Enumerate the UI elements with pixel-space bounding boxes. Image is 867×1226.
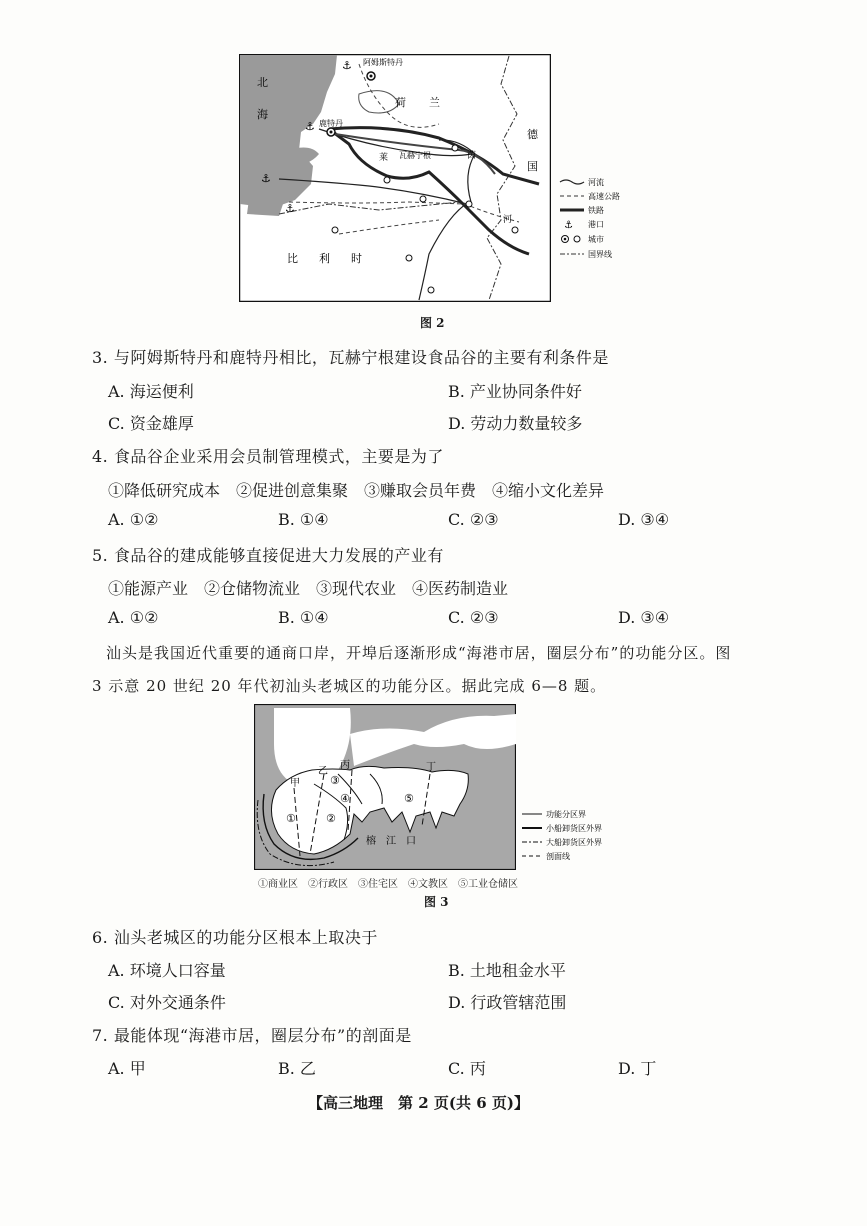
q4-option-c[interactable]: C. ②③ [448,510,499,529]
city-marker [384,177,390,183]
label-yin: 茵 [467,151,477,161]
city-marker [428,287,434,293]
q3-option-a[interactable]: A. 海运便利 [108,382,194,401]
legend-border-label: 国界线 [588,250,612,259]
q5-option-c[interactable]: C. ②③ [448,608,499,627]
label-amsterdam: 阿姆斯特丹 [363,58,403,67]
q3-option-b[interactable]: B. 产业协同条件好 [448,382,582,401]
svg-text:国: 国 [527,160,538,173]
city-marker [420,196,426,202]
svg-text:海: 海 [257,108,268,121]
page-footer: 【高三地理 第 2 页(共 6 页)】 [308,1094,529,1112]
figure-3-map [254,704,516,870]
question-4-stem: 4. 食品谷企业采用会员制管理模式，主要是为了 [92,447,444,466]
city-marker [512,227,518,233]
legend-port-label: 港口 [588,220,604,229]
label-he: 河 [503,215,513,225]
label-river-mouth: 榕 江 口 [366,836,416,847]
q5-option-d[interactable]: D. ③④ [618,608,670,627]
legend-small-boat-label: 小船卸货区外界 [546,824,602,833]
question-6-stem: 6. 汕头老城区的功能分区根本上取决于 [92,928,378,947]
svg-text:兰: 兰 [429,96,440,109]
q3-option-d[interactable]: D. 劳动力数量较多 [448,414,583,433]
figure-2-legend [558,176,638,266]
label-wageningen: 瓦赫宁根 [399,151,431,160]
svg-text:利: 利 [319,252,330,265]
figure-2-map [239,54,551,302]
city-marker [466,201,472,207]
q6-option-a[interactable]: A. 环境人口容量 [108,961,226,980]
q4-option-b[interactable]: B. ①④ [278,510,329,529]
label-ding: 丁 [426,762,436,773]
label-netherlands: 荷 [395,96,406,109]
map-netherlands [239,54,551,302]
question-4-items: ①降低研究成本 ②促进创意集聚 ③赚取会员年费 ④缩小文化差异 [108,481,605,500]
map-shantou [254,704,516,870]
label-yi: 乙 [318,766,328,777]
question-3-stem: 3. 与阿姆斯特丹和鹿特丹相比，瓦赫宁根建设食品谷的主要有利条件是 [92,348,609,367]
legend-zone-boundary-label: 功能分区界 [546,810,586,819]
label-germany: 德 [527,128,538,141]
port-icon: ⚓ [305,120,315,133]
legend-railway-label: 铁路 [588,206,604,215]
svg-text:时: 时 [351,252,362,265]
question-5-items: ①能源产业 ②仓储物流业 ③现代农业 ④医药制造业 [108,579,509,598]
label-belgium: 比 [287,252,298,265]
city-marker [452,145,458,151]
label-rotterdam: 鹿特丹 [319,119,343,128]
q6-option-c[interactable]: C. 对外交通条件 [108,993,226,1012]
label-bing: 丙 [340,760,350,771]
legend-river-symbol [560,180,584,184]
q5-option-a[interactable]: A. ①② [108,608,159,627]
legend-port-symbol: ⚓ [564,220,573,231]
label-north-sea: 北 [257,76,268,89]
legend-river-label: 河流 [588,178,604,187]
label-zone-5: ⑤ [404,792,414,805]
port-icon: ⚓ [342,59,352,72]
figure-3-caption: 图 3 [424,895,449,909]
label-jia: 甲 [290,778,300,789]
label-zone-4: ④ [340,792,350,805]
question-7-stem: 7. 最能体现“海港市居，圈层分布”的剖面是 [92,1026,412,1045]
city-marker [332,227,338,233]
q4-option-d[interactable]: D. ③④ [618,510,670,529]
q7-option-b[interactable]: B. 乙 [278,1059,316,1078]
legend-big-boat-label: 大船卸货区外界 [546,838,602,847]
q4-option-a[interactable]: A. ①② [108,510,159,529]
q7-option-c[interactable]: C. 丙 [448,1059,486,1078]
intro-line-2: 3 示意 20 世纪 20 年代初汕头老城区的功能分区。据此完成 6—8 题。 [92,677,607,695]
figure-3-zone-key: ①商业区 ②行政区 ③住宅区 ④文教区 ⑤工业仓储区 [258,879,518,890]
q6-option-d[interactable]: D. 行政管辖范围 [448,993,567,1012]
port-icon: ⚓ [285,202,295,215]
question-5-stem: 5. 食品谷的建成能够直接促进大力发展的产业有 [92,546,444,565]
figure-2-caption: 图 2 [420,316,445,330]
port-icon: ⚓ [261,172,271,185]
legend-highway-label: 高速公路 [588,192,620,201]
city-marker [406,255,412,261]
intro-line-1: 汕头是我国近代重要的通商口岸，开埠后逐渐形成“海港市居，圈层分布”的功能分区。图 [106,644,732,662]
q3-option-c[interactable]: C. 资金雄厚 [108,414,194,433]
legend-profile-label: 剖面线 [546,852,570,861]
q7-option-d[interactable]: D. 丁 [618,1059,657,1078]
label-lai: 莱 [379,153,389,163]
label-zone-2: ② [326,812,336,825]
q7-option-a[interactable]: A. 甲 [108,1059,146,1078]
q5-option-b[interactable]: B. ①④ [278,608,329,627]
figure-3-legend [520,808,630,868]
label-zone-3: ③ [330,774,340,787]
legend-city-label: 城市 [588,235,604,244]
q6-option-b[interactable]: B. 土地租金水平 [448,961,566,980]
label-zone-1: ① [286,812,296,825]
